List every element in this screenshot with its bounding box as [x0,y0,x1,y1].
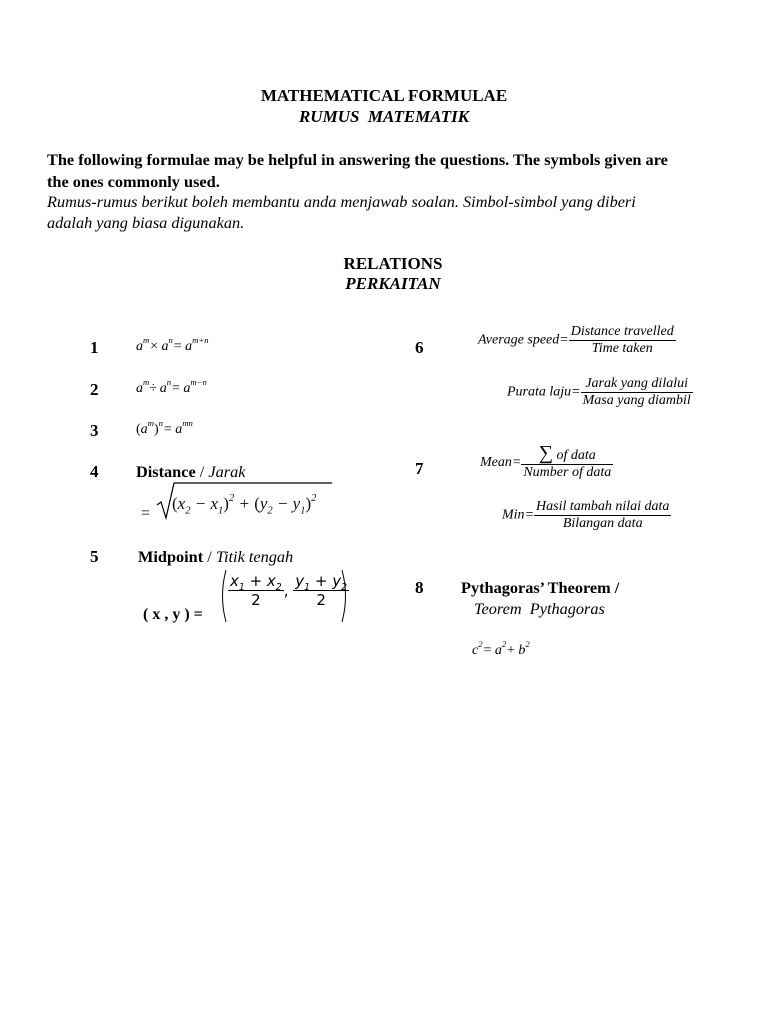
item-number-2: 2 [90,380,99,399]
pythagoras-label-malay: Teorem Pythagoras [474,599,605,618]
section-title-malay: PERKAITAN [345,274,441,293]
purata-laju-lhs: Purata laju [507,384,572,400]
item-number-6: 6 [415,338,424,357]
average-speed-numerator: Distance travelled [570,324,674,339]
min-lhs: Min [502,507,525,523]
page-title-malay: RUMUS MATEMATIK [298,107,470,126]
distance-label-malay: Jarak [208,462,246,481]
distance-formula: $(x_2 - x_1)^2 + (y_2 - y_1)^2$ [172,492,317,517]
item-number-1: 1 [90,338,99,357]
midpoint-formula: $\frac{x_1 + x_2}{2}$ , $\frac{y_1 + y_2}{2}$ [230,572,347,609]
midpoint-lhs: ( x , y ) = [143,606,203,623]
separator: / [199,462,205,481]
mean-formula: Mean= $\frac{\text{∑ of data}}{\text{Number of data}}$ [480,442,612,480]
pythagoras-label: Pythagoras’ Theorem / [461,578,620,597]
intro-english-line-1: The following formulae may be helpful in answering the questions. The symbols given are [47,150,668,169]
item-number-5: 5 [90,547,99,566]
mean-denominator: Number of data [523,465,612,480]
midpoint-label-malay: Titik tengah [215,547,294,566]
distance-equals: = [141,505,151,522]
item-number-4: 4 [90,462,99,481]
item-number-7: 7 [415,459,424,478]
item-number-8: 8 [415,578,424,597]
min-denominator: Bilangan data [562,516,643,531]
distance-heading [136,462,245,482]
purata-laju-formula: Purata laju= $\frac{\text{Jarak yang dilalui}}{\text{Masa yang diambil}}$ [507,376,691,408]
purata-laju-numerator: Jarak yang dilalui [581,376,693,393]
average-speed-formula: Average speed= $\frac{\text{Distance travelled}}{\text{Time taken}}$ [478,324,674,356]
page-title: MATHEMATICAL FORMULAE [260,86,508,105]
item-number-3: 3 [90,421,99,440]
min-formula: Min= $\frac{\text{Hasil tambah nilai data}}{\text{Bilangan data}}$ [502,499,670,531]
intro-english-line-2: the ones commonly used. [47,172,220,191]
separator: / [207,547,212,566]
midpoint-label: Midpoint [138,547,204,566]
mean-numerator: of data [556,448,596,463]
formula-3: $(a^m)^n= a^{mn}$ [136,418,193,437]
min-numerator: Hasil tambah nilai data [536,499,670,514]
pythagoras-formula: $c^2= a^2+ b^2$ [472,639,530,658]
formula-1: $a^m\times a^n= a^{m+n}$ [136,335,209,354]
intro-malay-line-1: Rumus-rumus berikut boleh membantu anda menjawab soalan. Simbol-simbol yang diberi [47,192,636,211]
average-speed-lhs: Average speed [478,332,560,348]
distance-label: Distance [136,462,196,481]
formula-2: $a^m\div a^n= a^{m-n}$ [136,377,207,396]
intro-malay-line-2: adalah yang biasa digunakan. [47,213,245,232]
section-title: RELATIONS [343,254,443,273]
mean-lhs: Mean [480,455,512,471]
average-speed-denominator: Time taken [591,341,653,356]
midpoint-heading [138,547,293,567]
purata-laju-denominator: Masa yang diambil [582,393,691,408]
summation-symbol: ∑ [538,442,554,464]
